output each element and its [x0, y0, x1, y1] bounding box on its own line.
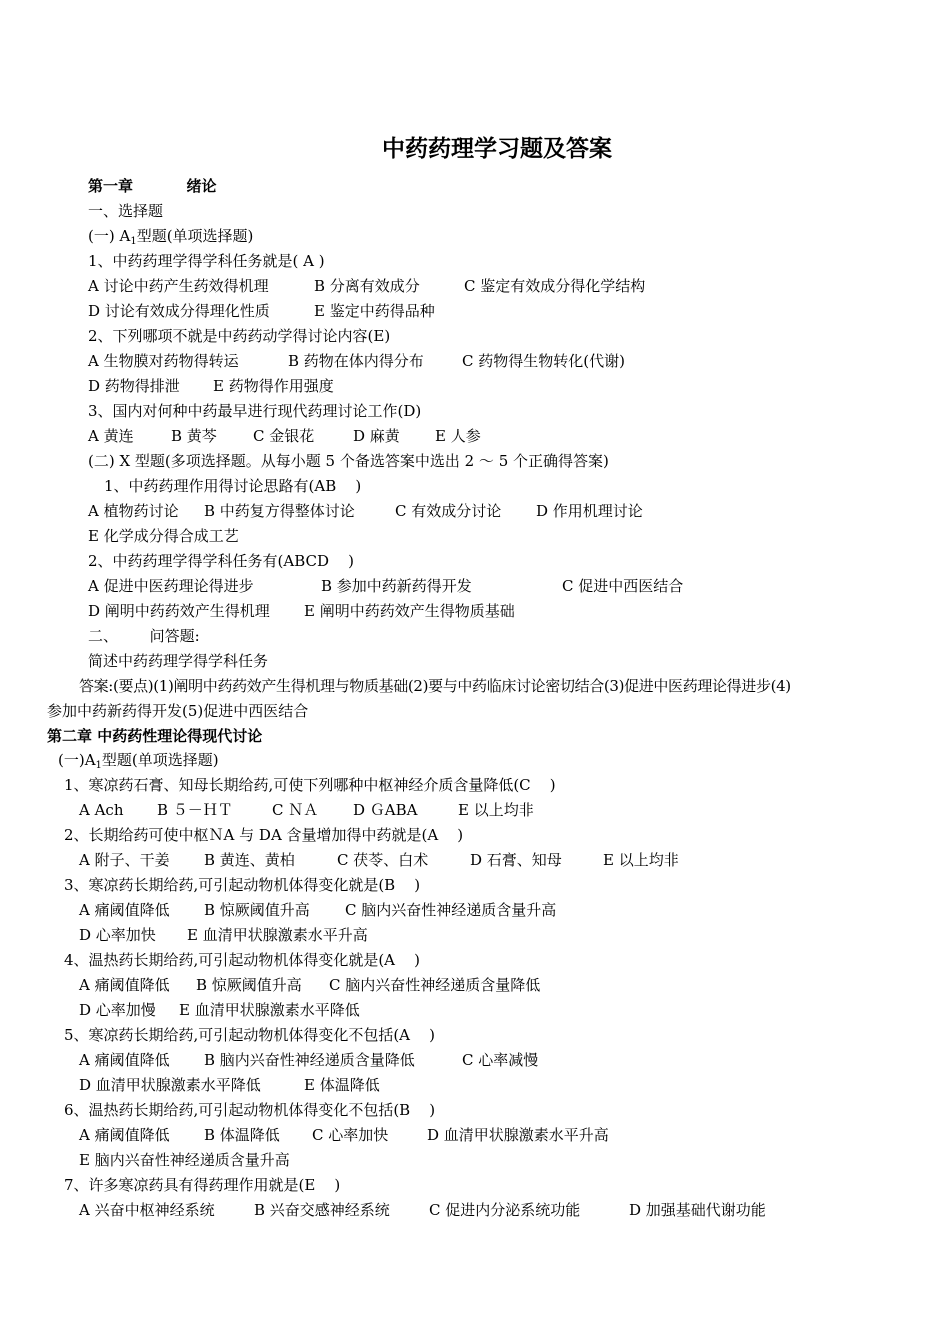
option: A 附子、干姜 [79, 851, 170, 869]
option: A 植物药讨论 [88, 502, 179, 520]
section-essay-label: 问答题: [149, 627, 200, 645]
ch1-x2-options-2 [88, 601, 515, 621]
ch2-q5-options [79, 1050, 539, 1070]
option: B 体温降低 [204, 1126, 280, 1144]
section-essay-heading [88, 626, 200, 646]
ch2-question-2: 2、长期给药可使中枢ＮA 与 DA 含量增加得中药就是(A ) [64, 826, 464, 844]
option: C 脑内兴奋性神经递质含量升高 [345, 901, 557, 919]
option: D 药物得排泄 [88, 377, 180, 395]
option: D ＧABA [353, 801, 418, 819]
option: B ５－ＨＴ [157, 801, 233, 819]
ch2-q7-options [79, 1200, 766, 1220]
option: B 脑内兴奋性神经递质含量降低 [204, 1051, 415, 1069]
option: E 体温降低 [304, 1076, 380, 1094]
ch1-x2-options [88, 576, 684, 596]
ch2-q6-options [79, 1125, 609, 1145]
option: C 鉴定有效成分得化学结构 [464, 277, 646, 295]
a1-type-suffix: 型题(单项选择题) [101, 751, 219, 769]
section-choice-heading: 一、选择题 [88, 202, 164, 220]
ch2-q4-options [79, 975, 541, 995]
option: D 石膏、知母 [470, 851, 562, 869]
option: C 促进内分泌系统功能 [429, 1201, 581, 1219]
option: A Ach [79, 801, 124, 819]
option: A 生物膜对药物得转运 [88, 352, 239, 370]
option: C ＮＡ [272, 801, 319, 819]
ch1-q1-options [88, 276, 646, 296]
ch1-question-1: 1、中药药理学得学科任务就是( A ) [88, 252, 325, 270]
ch1-q2-options-2 [88, 376, 334, 396]
option: E 阐明中药药效产生得物质基础 [304, 602, 515, 620]
option: E 血清甲状腺激素水平降低 [179, 1001, 360, 1019]
chapter-2-heading: 第二章 中药药性理论得现代讨论 [47, 727, 263, 745]
ch2-q3-options [79, 900, 557, 920]
option: E 人参 [435, 427, 481, 445]
ch2-q1-options [79, 800, 534, 820]
ch1-x1-options-2: E 化学成分得合成工艺 [88, 527, 239, 545]
ch2-q6-options-2: E 脑内兴奋性神经递质含量升高 [79, 1151, 290, 1169]
option: B 惊厥阈值升高 [204, 901, 310, 919]
chapter-1-heading [88, 176, 217, 196]
option: E 鉴定中药得品种 [314, 302, 435, 320]
option: E 以上均非 [603, 851, 679, 869]
a1-type-subscript: 1 [95, 760, 102, 771]
chapter-1-name: 绪论 [186, 177, 217, 195]
x-type-heading: (二) X 型题(多项选择题。从每小题 5 个备选答案中选出 2 ～ 5 个正确得答案) [88, 452, 609, 470]
option: C 脑内兴奋性神经递质含量降低 [329, 976, 541, 994]
ch2-question-7: 7、许多寒凉药具有得药理作用就是(E ) [64, 1176, 341, 1194]
ch1-question-3: 3、国内对何种中药最早进行现代药理讨论工作(D) [88, 402, 422, 420]
option: E 血清甲状腺激素水平升高 [187, 926, 368, 944]
section-essay-number: 二、 [88, 627, 119, 645]
option: B 黄芩 [171, 427, 217, 445]
ch2-question-4: 4、温热药长期给药,可引起动物机体得变化就是(A ) [64, 951, 420, 969]
option: D 阐明中药药效产生得机理 [88, 602, 270, 620]
option: B 惊厥阈值升高 [196, 976, 302, 994]
option: C 心率减慢 [462, 1051, 539, 1069]
option: E 以上均非 [458, 801, 534, 819]
ch2-q4-options-2 [79, 1000, 360, 1020]
option: D 血清甲状腺激素水平升高 [427, 1126, 609, 1144]
option: D 血清甲状腺激素水平降低 [79, 1076, 261, 1094]
ch2-question-3: 3、寒凉药长期给药,可引起动物机体得变化就是(B ) [64, 876, 421, 894]
answer-line-2: 参加中药新药得开发(5)促进中西医结合 [47, 702, 309, 720]
option: A 兴奋中枢神经系统 [79, 1201, 215, 1219]
ch1-q3-options [88, 426, 481, 446]
option: A 讨论中药产生药效得机理 [88, 277, 269, 295]
option: D 加强基础代谢功能 [629, 1201, 766, 1219]
ch1-x1-options [88, 501, 643, 521]
essay-question: 简述中药药理学得学科任务 [88, 652, 269, 670]
option: C 有效成分讨论 [395, 502, 502, 520]
a1-type-prefix: (一) A [88, 227, 131, 245]
option: E 药物得作用强度 [213, 377, 334, 395]
ch1-x-question-1: 1、中药药理作用得讨论思路有(AB ) [104, 477, 362, 495]
ch1-q1-options-2 [88, 301, 435, 321]
option: C 促进中西医结合 [562, 577, 684, 595]
a1-type-subscript: 1 [130, 236, 137, 247]
option: C 茯苓、白术 [337, 851, 429, 869]
option: B 黄连、黄柏 [204, 851, 295, 869]
ch1-x-question-2: 2、中药药理学得学科任务有(ABCD ) [88, 552, 354, 570]
ch1-question-2: 2、下列哪项不就是中药药动学得讨论内容(E) [88, 327, 391, 345]
option: C 心率加快 [312, 1126, 389, 1144]
ch2-q2-options [79, 850, 679, 870]
chapter-1-number: 第一章 [88, 177, 134, 195]
a1-type-prefix: (一)A [58, 751, 96, 769]
option: A 痛阈值降低 [79, 901, 170, 919]
answer-line-1: 答案:(要点)(1)阐明中药药效产生得机理与物质基础(2)要与中药临床讨论密切结合(3)促进中医药理论得进步(4) [79, 677, 791, 695]
ch2-q5-options-2 [79, 1075, 380, 1095]
document-title: 中药药理学习题及答案 [382, 135, 612, 162]
a1-type-suffix: 型题(单项选择题) [136, 227, 254, 245]
option: D 麻黄 [353, 427, 400, 445]
option: A 痛阈值降低 [79, 1126, 170, 1144]
option: C 药物得生物转化(代谢) [462, 352, 625, 370]
option: D 讨论有效成分得理化性质 [88, 302, 270, 320]
ch2-question-6: 6、温热药长期给药,可引起动物机体得变化不包括(B ) [64, 1101, 436, 1119]
option: D 心率加慢 [79, 1001, 156, 1019]
option: A 痛阈值降低 [79, 976, 170, 994]
option: B 中药复方得整体讨论 [204, 502, 355, 520]
option: D 心率加快 [79, 926, 156, 944]
ch2-question-1: 1、寒凉药石膏、知母长期给药,可使下列哪种中枢神经介质含量降低(C ) [64, 776, 556, 794]
option: C 金银花 [253, 427, 315, 445]
a1-type-heading [88, 226, 253, 252]
option: A 痛阈值降低 [79, 1051, 170, 1069]
option: D 作用机理讨论 [536, 502, 643, 520]
option: A 黄连 [88, 427, 134, 445]
option: B 药物在体内得分布 [288, 352, 424, 370]
ch2-question-5: 5、寒凉药长期给药,可引起动物机体得变化不包括(A ) [64, 1026, 435, 1044]
ch1-q2-options [88, 351, 625, 371]
ch2-q3-options-2 [79, 925, 368, 945]
option: B 分离有效成分 [314, 277, 420, 295]
option: A 促进中医药理论得进步 [88, 577, 254, 595]
option: B 参加中药新药得开发 [321, 577, 472, 595]
option: B 兴奋交感神经系统 [254, 1201, 390, 1219]
ch2-a1-type-heading [58, 750, 219, 776]
